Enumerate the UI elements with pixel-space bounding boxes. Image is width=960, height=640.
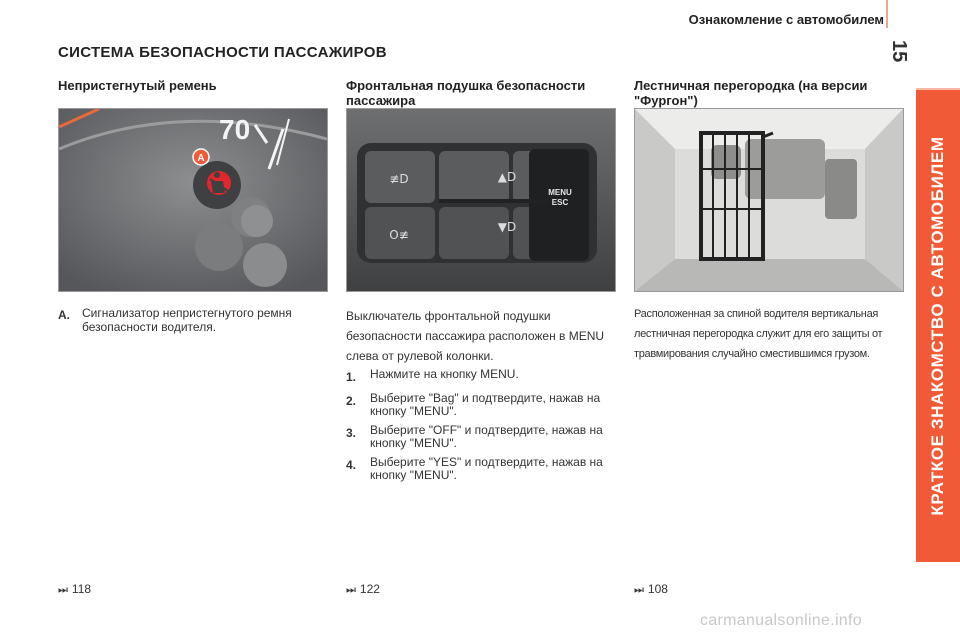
page-reference-link[interactable]: ⏭ 108 [634, 582, 668, 596]
van-interior-illustration [635, 109, 903, 291]
chapter-side-tab [916, 90, 960, 562]
esc-button-label: ESC [551, 198, 569, 207]
headlamp-adjust-up-icon: ▲D [497, 170, 517, 184]
page-reference-link[interactable]: ⏭ 118 [58, 582, 92, 596]
list-item: 2. Выберите "Bag" и подтвердите, нажав на кнопку "MENU". [346, 391, 601, 418]
ref-arrow-icon: ⏭ [634, 584, 644, 596]
list-item: 3. Выберите "OFF" и подтвердите, нажав на кнопку "MENU". [346, 423, 603, 450]
photo-van-ladder-partition [634, 108, 904, 292]
section-title: СИСТЕМА БЕЗОПАСНОСТИ ПАССАЖИРОВ [58, 44, 387, 61]
airbag-steps-list [346, 368, 614, 488]
rear-fog-light-icon: O≢ [389, 228, 409, 242]
list-item: 1. Нажмите на кнопку MENU. [346, 367, 519, 384]
watermark: carmanualsonline.info [700, 612, 862, 629]
seatbelt-warning-icon [207, 171, 231, 195]
photo-instrument-cluster [58, 108, 328, 292]
page-number: 15 [888, 40, 910, 63]
list-item: 4. Выберите "YES" и подтвердите, нажав на кнопку "MENU". [346, 455, 603, 482]
header-divider [886, 0, 888, 28]
callout-marker-a [193, 149, 209, 165]
heading-passenger-airbag: Фронтальная подушка безопасности пассажира [346, 78, 586, 108]
chapter-side-tab-label: КРАТКОЕ ЗНАКОМСТВО С АВТОМОБИЛЕМ [928, 136, 947, 516]
airbag-intro-text: Выключатель фронтальной подушки безопасности пассажира расположен в MENU слева от рулевой колонки. [346, 309, 605, 363]
ref-arrow-icon: ⏭ [58, 584, 68, 596]
ref-arrow-icon: ⏭ [346, 584, 356, 596]
running-header: Ознакомление с автомобилем [688, 12, 884, 27]
note-a-label: A. [58, 308, 70, 322]
ladder-partition-text: Расположенная за спиной водителя вертикальная лестничная перегородка служит для его защиты от травмирования случайно сместившимся грузом. [634, 308, 883, 360]
instrument-cluster-illustration [59, 109, 327, 291]
fog-light-icon: ≢D [389, 172, 409, 186]
headlamp-adjust-down-icon: ▼D [497, 220, 517, 234]
switch-panel-illustration [347, 109, 615, 291]
page-reference-link[interactable]: ⏭ 122 [346, 582, 380, 596]
heading-unfastened-belt: Непристегнутый ремень [58, 78, 217, 93]
menu-button-label: MENU [548, 188, 572, 197]
heading-ladder-partition: Лестничная перегородка (на версии "Фургон") [634, 78, 868, 108]
note-a [58, 306, 326, 334]
speedometer-value: 70 [219, 114, 251, 145]
note-a-text: Сигнализатор непристегнутого ремня безопасности водителя. [82, 306, 292, 334]
photo-switch-panel [346, 108, 616, 292]
svg-text:A: A [197, 153, 205, 164]
